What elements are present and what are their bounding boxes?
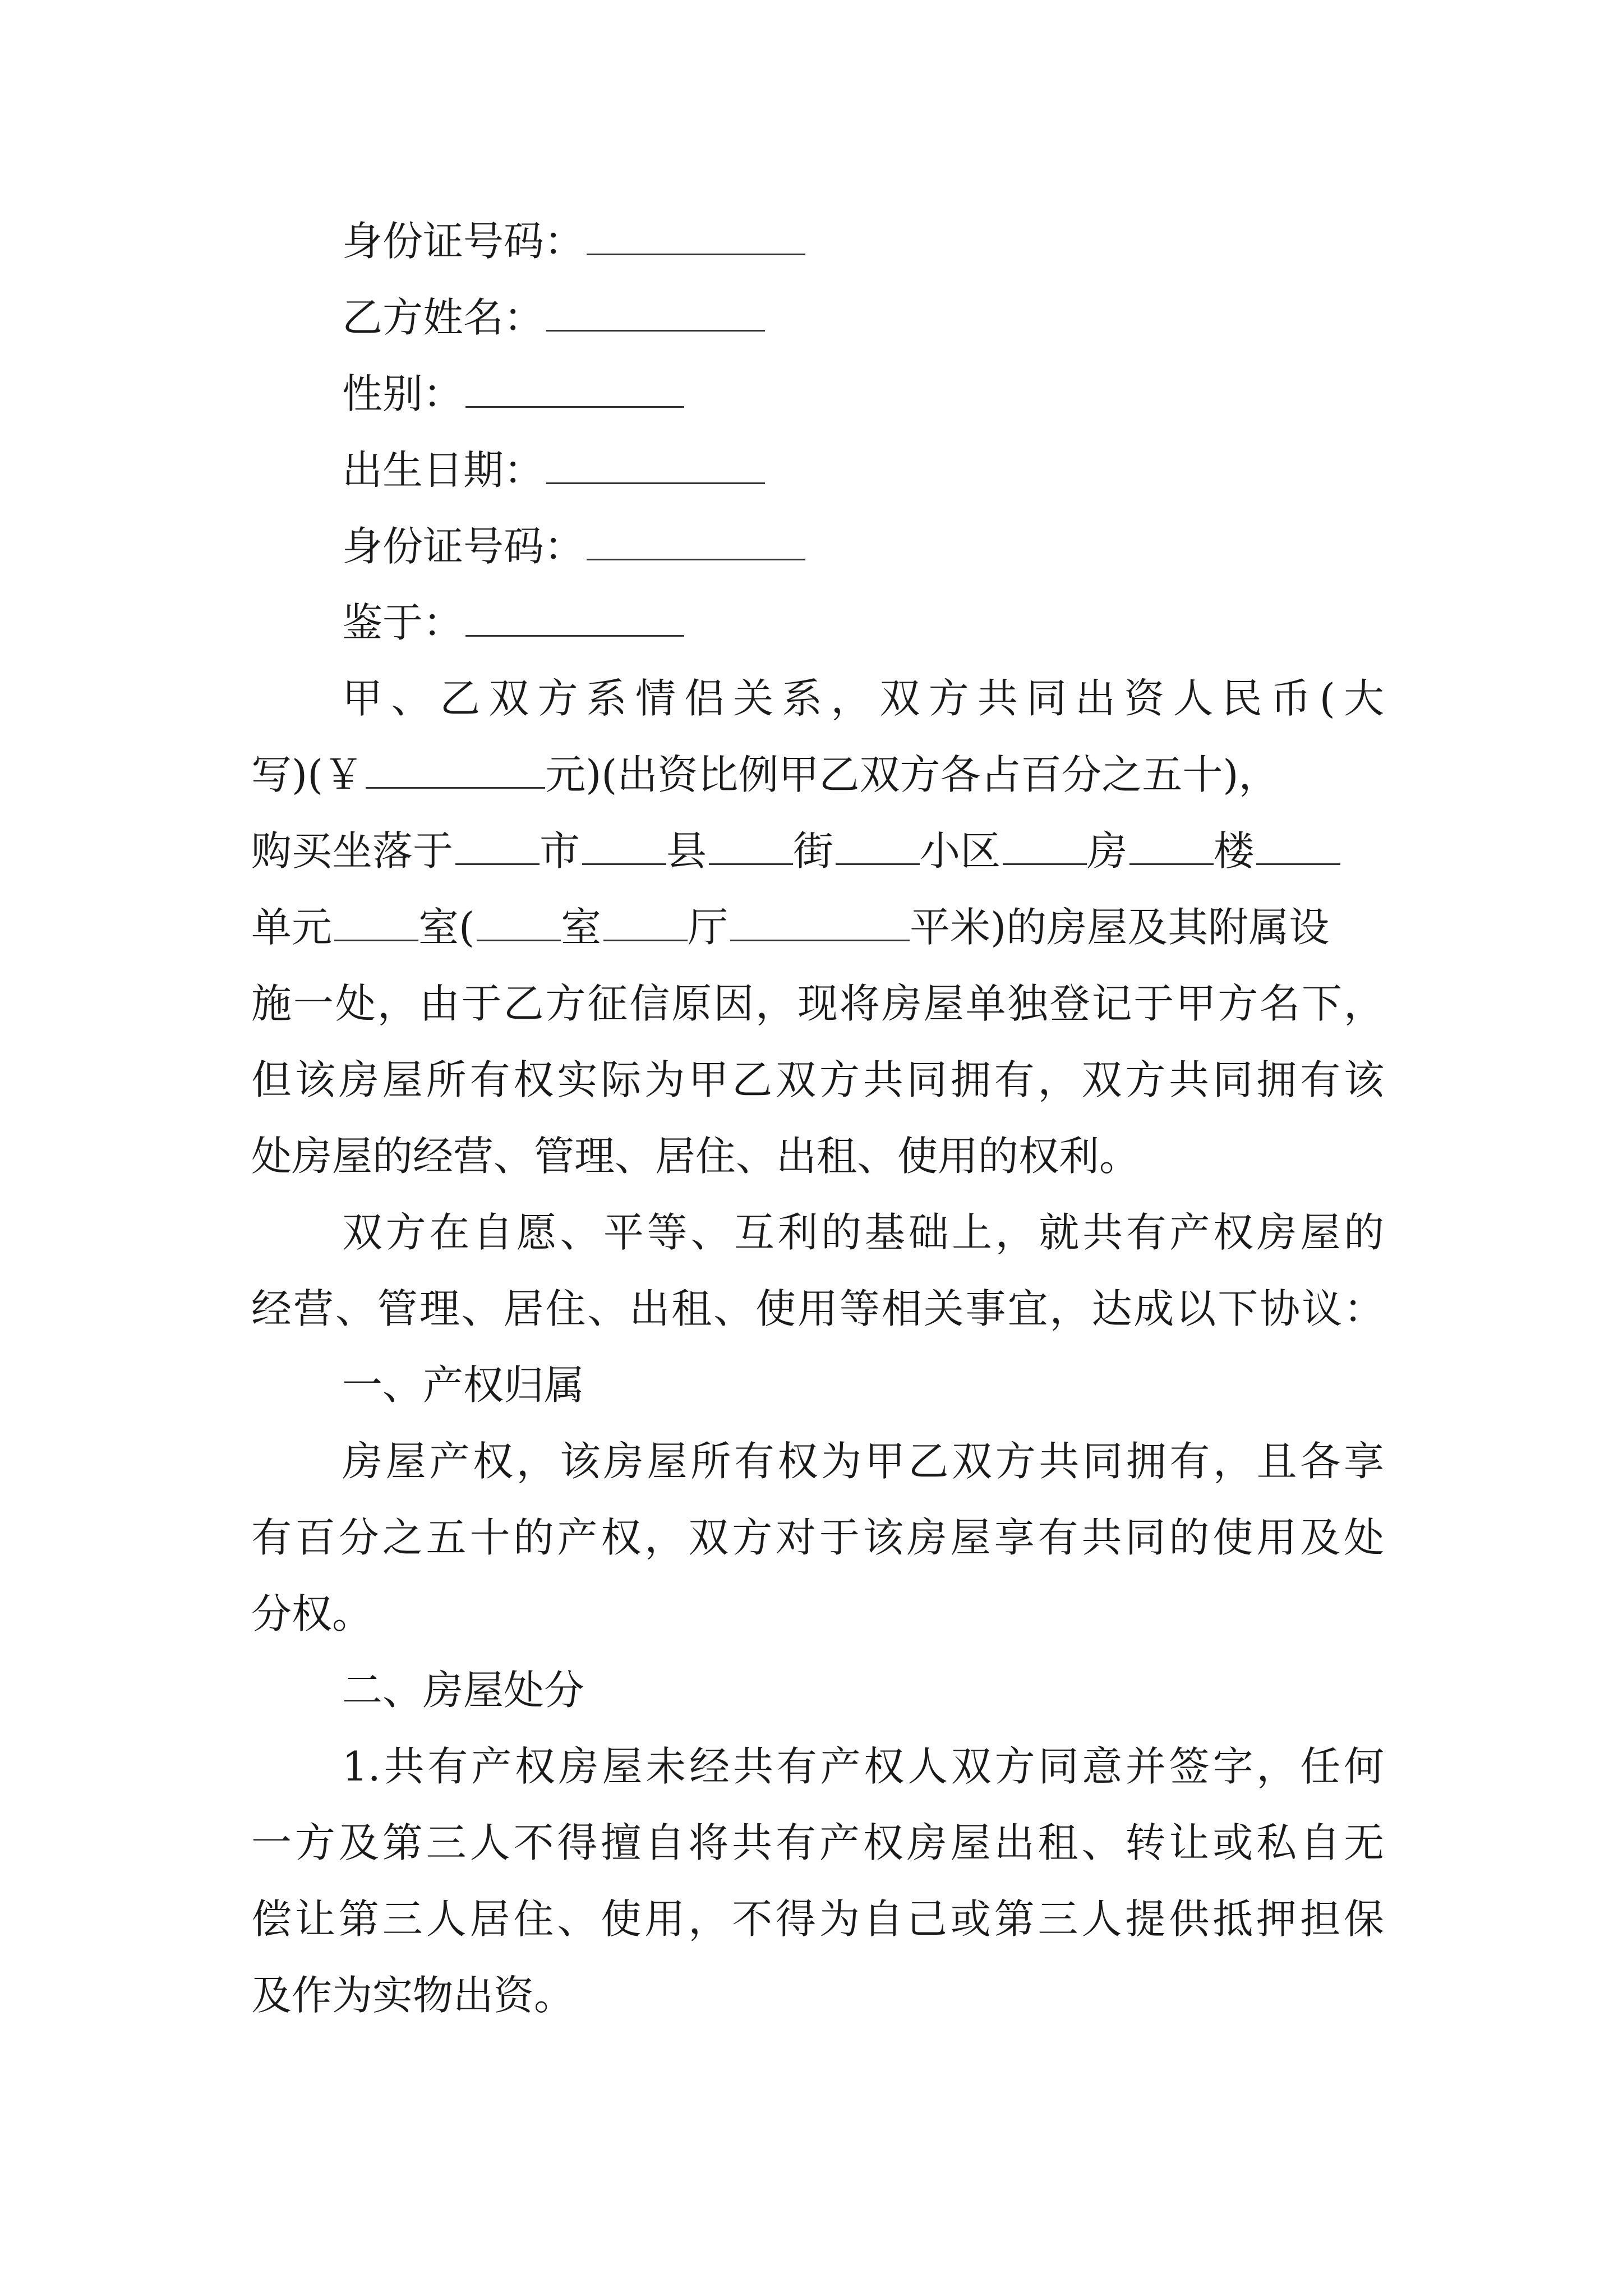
intro-line-5: 施一处，由于乙方征信原因，现将房屋单独登记于甲方名下， [251,980,1384,1027]
intro-line-6: 但该房屋所有权实际为甲乙双方共同拥有，双方共同拥有该 [251,1056,1384,1103]
section-2-heading: 二、房屋处分 [342,1667,585,1714]
blank-line [465,370,684,408]
field-party-b-name: 乙方姓名： [342,292,1384,369]
section-2-line-1: 1.共有产权房屋未经共有产权人双方同意并签字，任何 [342,1743,1384,1790]
blank-line [546,446,765,484]
blank-line [587,522,805,560]
section-1-line-3: 分权。 [251,1590,373,1637]
section-2-line-4: 及作为实物出资。 [251,1972,575,2019]
field-gender: 性别： [342,369,1384,445]
intro-line-1: 甲、乙双方系情侣关系，双方共同出资人民币(大 [342,675,1384,722]
field-whereas: 鉴于： [342,597,1384,674]
field-id-number-2: 身份证号码： [342,521,1384,597]
section-1-line-1: 房屋产权，该房屋所有权为甲乙双方共同拥有，且各享 [342,1438,1384,1485]
intro-line-3: 购买坐落于 市 县 街 小区 房 楼 [251,826,1384,902]
field-id-number-1: 身份证号码： [342,216,1384,292]
agreement-line-1: 双方在自愿、平等、互利的基础上，就共有产权房屋的 [342,1209,1384,1256]
intro-line-4: 单元 室( 室 厅 平米)的房屋及其附属设 [251,904,1330,951]
section-2-line-2: 一方及第三人不得擅自将共有产权房屋出租、转让或私自无 [251,1819,1384,1866]
section-1-heading: 一、产权归属 [342,1361,585,1409]
section-1-line-2: 有百分之五十的产权，双方对于该房屋享有共同的使用及处 [251,1514,1384,1561]
blank-line [465,599,684,637]
blank-line [546,293,765,332]
intro-line-2: 写)(￥ 元)(出资比例甲乙双方各占百分之五十)， [251,751,1279,798]
field-birth-date: 出生日期： [342,445,1384,521]
blank-line [366,751,545,789]
section-2-line-3: 偿让第三人居住、使用，不得为自己或第三人提供抵押担保 [251,1895,1384,1943]
blank-line [587,217,805,255]
agreement-line-2: 经营、管理、居住、出租、使用等相关事宜，达成以下协议： [251,1285,1384,1332]
intro-line-7: 处房屋的经营、管理、居住、出租、使用的权利。 [251,1133,1140,1180]
